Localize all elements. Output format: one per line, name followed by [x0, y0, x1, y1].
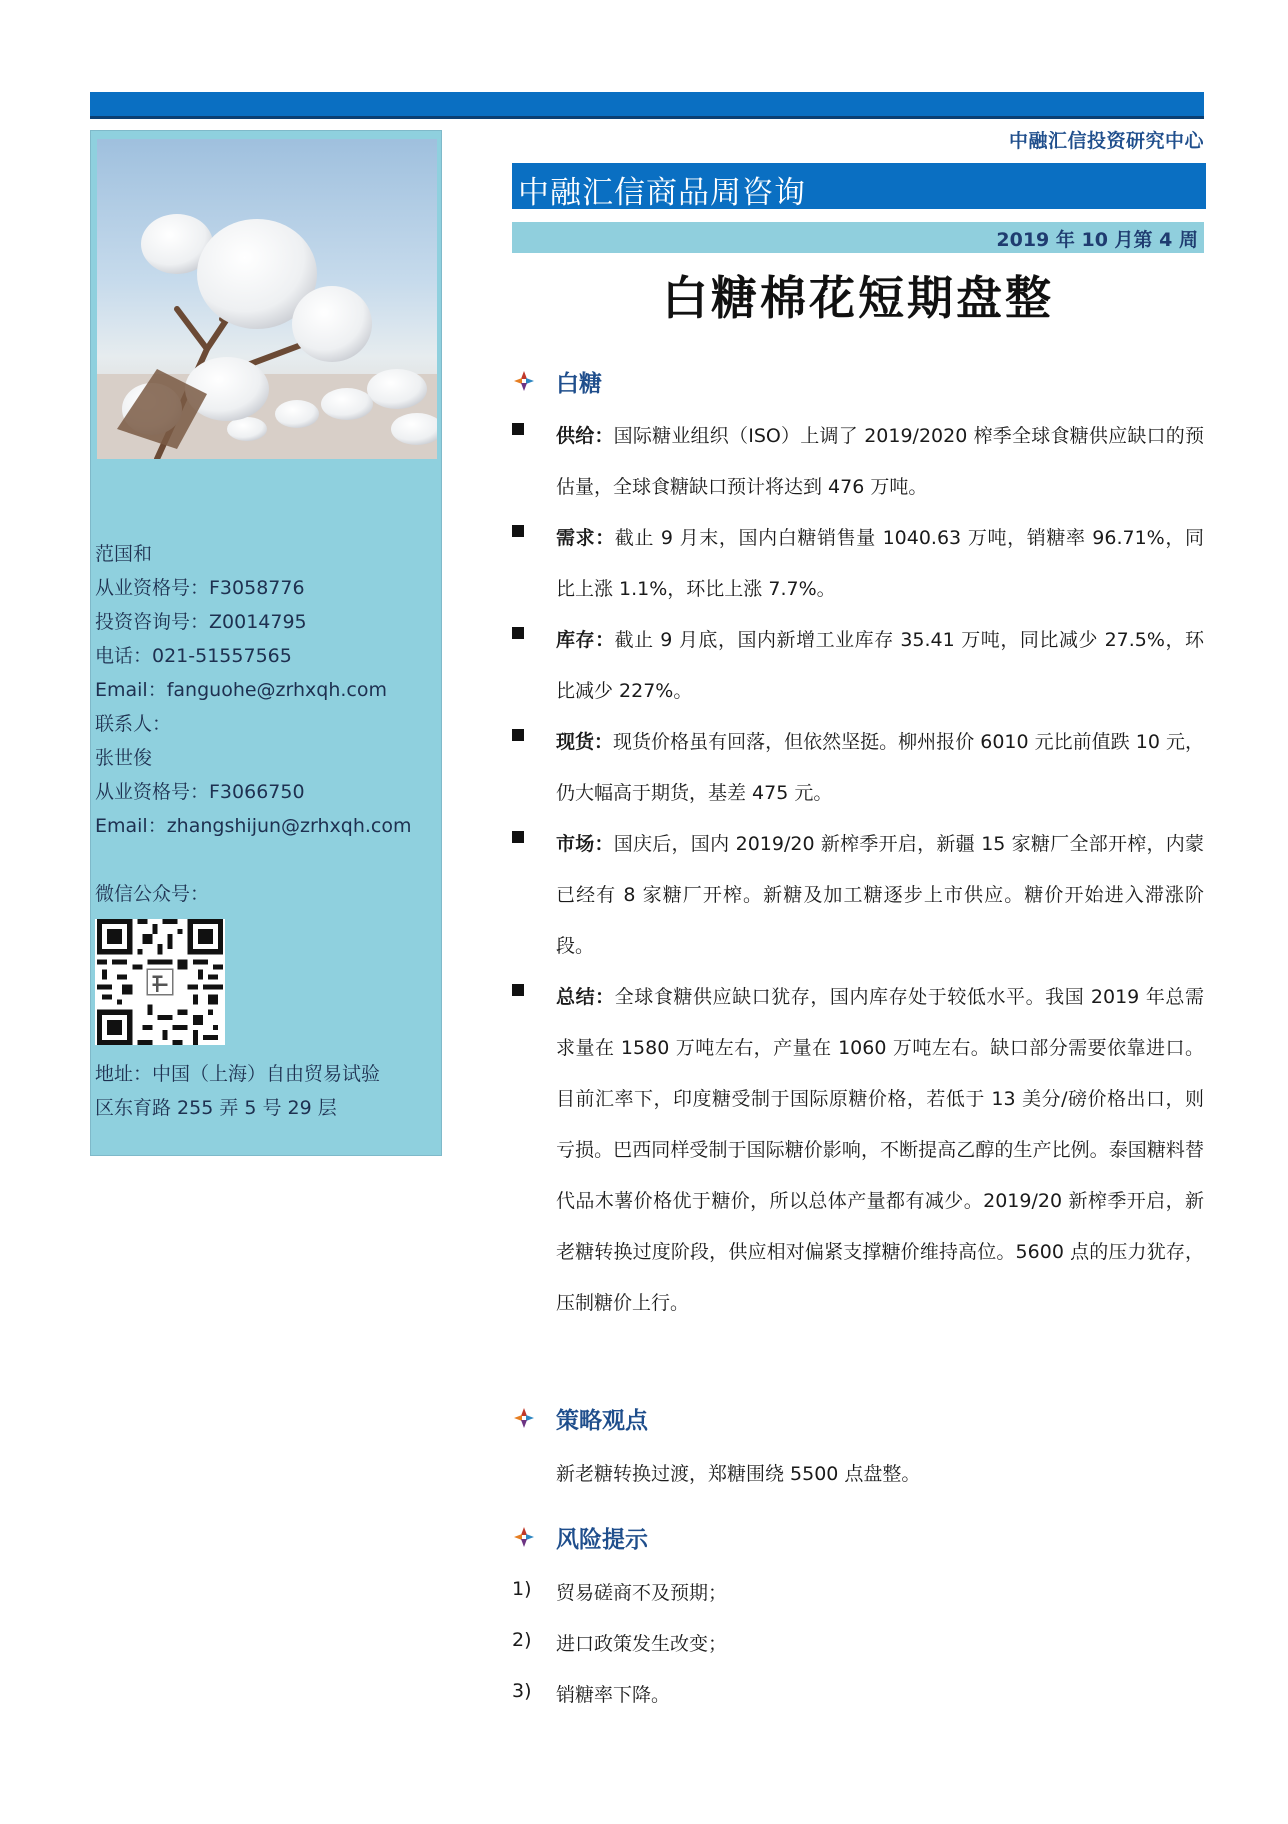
arrow-bullet-icon	[512, 1525, 536, 1549]
arrow-bullet-icon	[512, 1406, 536, 1430]
analyst-license: 从业资格号：F3058776	[95, 577, 305, 599]
arrow-bullet-icon	[512, 369, 536, 393]
square-bullet-icon	[512, 627, 524, 639]
date-bar	[512, 222, 1204, 253]
strategy-text: 新老糖转换过渡，郑糖围绕 5500 点盘整。	[556, 1463, 921, 1485]
square-bullet-icon	[512, 984, 524, 996]
risk-text: 进口政策发生改变；	[556, 1633, 728, 1655]
square-bullet-icon	[512, 831, 524, 843]
square-bullet-icon	[512, 525, 524, 537]
cotton-photo	[97, 139, 437, 459]
top-banner-bar	[90, 92, 1204, 119]
item-text: 全球食糖供应缺口犹存，国内库存处于较低水平。我国 2019 年总需求量在 1580 万吨左右，产量在 1060 万吨左右。缺口部分需要依靠进口。目前汇率下，印度糖受制于国际原糖价格，若低于 13 美分/磅价格出口，则亏损。巴西同样受制于国际糖价影响，不断提高乙醇的生产比例。泰国糖料替代品木薯价格优于糖价，所以总体产量都有减少。2019/20 新榨季开启，新老糖转换过度阶段，供应相对偏紧支撑糖价维持高位。5600 点的压力犹存，压制糖价上行。	[556, 986, 1204, 1314]
square-bullet-icon	[512, 729, 524, 741]
item-text: 国际糖业组织（ISO）上调了 2019/2020 榨季全球食糖供应缺口的预估量，全球食糖缺口预计将达到 476 万吨。	[556, 425, 1204, 498]
item-label: 库存：	[556, 629, 615, 651]
square-bullet-icon	[512, 423, 524, 435]
report-date: 2019 年 10 月第 4 周	[996, 229, 1198, 251]
contact-email[interactable]: Email：zhangshijun@zrhxqh.com	[95, 815, 412, 837]
address-info	[95, 1057, 380, 1125]
wechat-label-text: 微信公众号：	[95, 883, 210, 905]
analyst-consult-no: 投资咨询号：Z0014795	[95, 611, 307, 633]
address-line-1: 地址：中国（上海）自由贸易试验	[95, 1063, 381, 1085]
item-label: 现货：	[556, 731, 614, 753]
report-title: 中融汇信商品周咨询	[518, 175, 806, 211]
contact-label: 联系人：	[95, 713, 172, 735]
analyst-email[interactable]: Email：fanguohe@zrhxqh.com	[95, 679, 388, 701]
risk-number: 2)	[512, 1629, 532, 1651]
risk-text: 贸易磋商不及预期；	[556, 1582, 728, 1604]
risk-number: 3)	[512, 1680, 532, 1702]
report-title-bar	[512, 163, 1206, 209]
contact-info	[95, 707, 412, 843]
item-text: 截止 9 月底，国内新增工业库存 35.41 万吨，同比减少 27.5%，环比减少 227%。	[556, 629, 1204, 702]
item-text: 国庆后，国内 2019/20 新榨季开启，新疆 15 家糖厂全部开榨，内蒙已经有 8 家糖厂开榨。新糖及加工糖逐步上市供应。糖价开始进入滞涨阶段。	[556, 833, 1204, 957]
wechat-qr-code-icon	[95, 919, 225, 1045]
item-label: 供给：	[556, 425, 614, 447]
section-sugar-title: 白糖	[556, 371, 602, 397]
analyst-phone: 电话：021-51557565	[95, 645, 292, 667]
section-risk-title: 风险提示	[556, 1527, 648, 1553]
contact-name: 张世俊	[95, 747, 153, 769]
wechat-label	[95, 877, 209, 911]
section-strategy-title: 策略观点	[556, 1408, 648, 1434]
analyst-name: 范国和	[95, 543, 153, 565]
org-name: 中融汇信投资研究中心	[1008, 130, 1204, 152]
risk-number: 1)	[512, 1578, 532, 1600]
address-line-2: 区东育路 255 弄 5 号 29 层	[95, 1097, 337, 1119]
analyst-info	[95, 537, 387, 707]
item-text: 现货价格虽有回落，但依然坚挺。柳州报价 6010 元比前值跌 10 元，仍大幅高于期货，基差 475 元。	[556, 731, 1204, 804]
item-label: 市场：	[556, 833, 614, 855]
item-label: 需求：	[556, 527, 615, 549]
main-title: 白糖棉花短期盘整	[662, 271, 1054, 325]
contact-license: 从业资格号：F3066750	[95, 781, 305, 803]
item-text: 截止 9 月末，国内白糖销售量 1040.63 万吨，销糖率 96.71%，同比上涨 1.1%，环比上涨 7.7%。	[556, 527, 1204, 600]
item-label: 总结：	[556, 986, 615, 1008]
sidebar	[90, 130, 442, 1156]
risk-text: 销糖率下降。	[556, 1684, 671, 1706]
